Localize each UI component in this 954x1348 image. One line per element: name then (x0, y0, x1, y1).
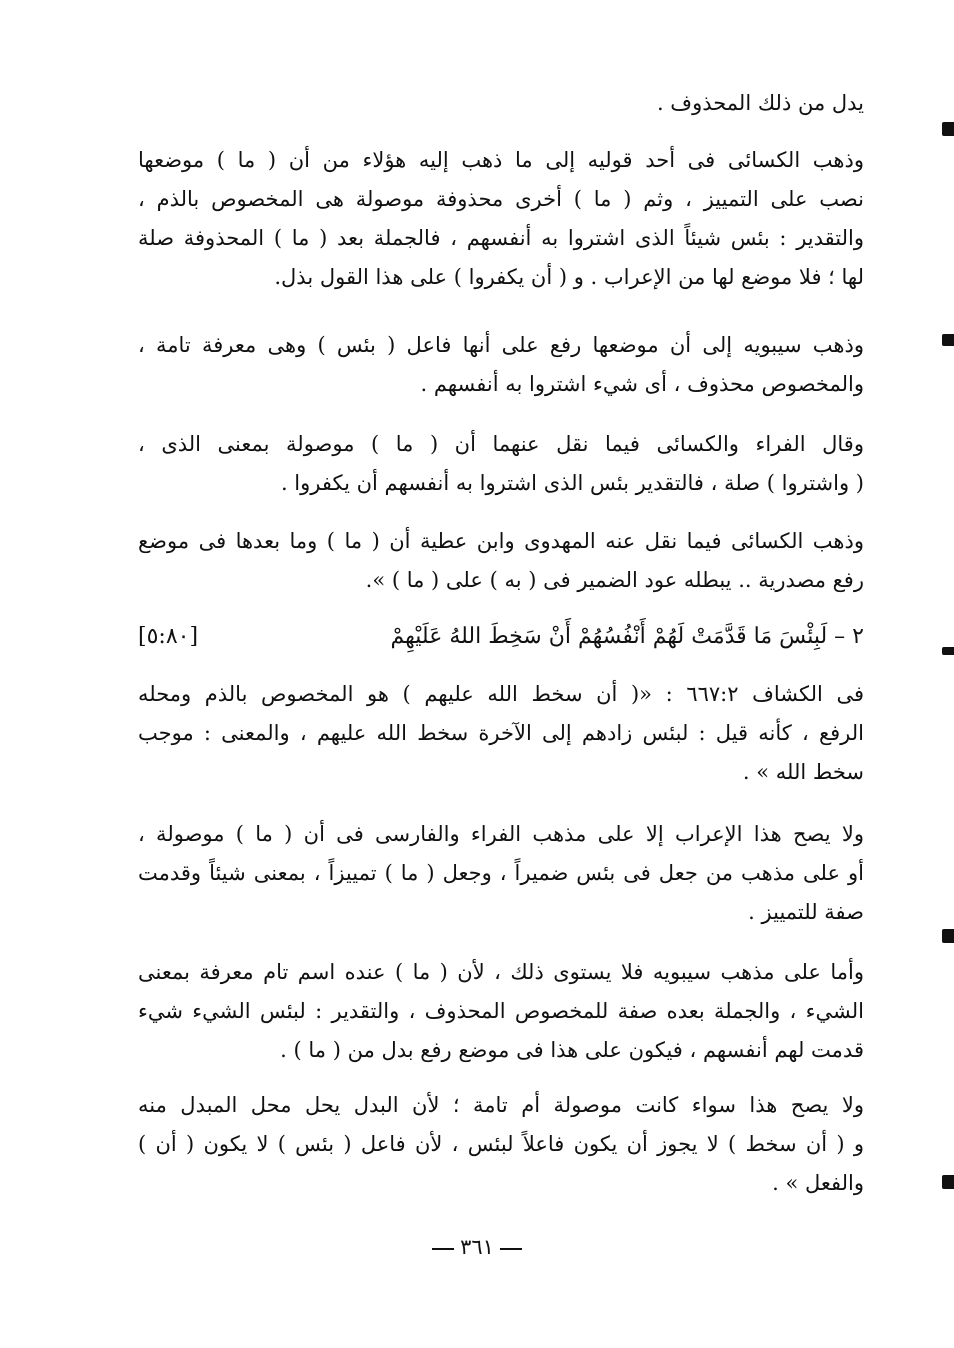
text-line: والتقدير : بئس شيئاً الذى اشتروا به أنفسهم ، فالجملة بعد ( ما ) المحذوفة صلة (138, 226, 864, 250)
text-line: الرفع ، كأنه قيل : لبئس زادهم إلى الآخرة سخط الله عليهم ، والمعنى : موجب (138, 721, 864, 745)
text-line: لها ؛ فلا موضع لها من الإعراب . و ( أن يكفروا ) على هذا القول بذل. (274, 265, 864, 289)
text-line: رفع مصدرية .. يبطله عود الضمير فى ( به ) على ( ما ) ». (365, 568, 864, 592)
text-line: قدمت لهم أنفسهم ، فيكون على هذا فى موضع رفع بدل من ( ما ) . (280, 1038, 864, 1062)
paragraph-badal-objection (138, 1086, 864, 1203)
page-number-dash-left (432, 1248, 454, 1250)
paragraph-sibawayh-detail (138, 953, 864, 1070)
text-line: ( واشتروا ) صلة ، فالتقدير بئس الذى اشتروا به أنفسهم أن يكفروا . (280, 471, 864, 495)
text-line: ولا يصح هذا الإعراب إلا على مذهب الفراء والفارسى فى أن ( ما ) موصولة ، (138, 822, 864, 846)
page-number-dash-right (500, 1248, 522, 1250)
text-line: سخط الله » . (742, 760, 864, 784)
text-line: وذهب الكسائى فيما نقل عنه المهدوى وابن عطية أن ( ما ) وما بعدها فى موضع (138, 529, 864, 553)
text-line: وقال الفراء والكسائى فيما نقل عنهما أن ( ما ) موصولة بمعنى الذى ، (138, 432, 864, 456)
scan-edge-mark (942, 334, 954, 346)
text-line: و ( أن سخط ) لا يجوز أن يكون فاعلاً لبئس ، لأن فاعل ( بئس ) لا يكون ( أن ) (138, 1132, 864, 1156)
verse-heading (138, 617, 864, 657)
scan-edge-mark (942, 929, 954, 943)
text-line: يدل من ذلك المحذوف . (656, 91, 864, 115)
text-line: وذهب سيبويه إلى أن موضعها رفع على أنها فاعل ( بئس ) وهى معرفة تامة ، (138, 333, 864, 357)
paragraph-continuation (138, 84, 864, 123)
text-line: أو على مذهب من جعل فى بئس ضميراً ، وجعل ( ما ) تمييزاً ، بمعنى شيئاً وقدمت (138, 861, 864, 885)
paragraph-mahdawi-opinion (138, 522, 864, 600)
paragraph-kashshaf-quote (138, 675, 864, 792)
verse-text: ٢ – لَبِئْسَ مَا قَدَّمَتْ لَهُمْ أَنْفُسُهُمْ أَنْ سَخِطَ اللهُ عَلَيْهِمْ (390, 624, 864, 649)
paragraph-irab-validity (138, 815, 864, 932)
paragraph-sibawayh-opinion (138, 326, 864, 404)
text-line: ولا يصح هذا سواء كانت موصولة أم تامة ؛ لأن البدل يحل محل المبدل منه (138, 1093, 864, 1117)
paragraph-kisai-opinion (138, 141, 864, 297)
text-line: والفعل » . (772, 1171, 864, 1195)
text-line: والمخصوص محذوف ، أى شيء اشتروا به أنفسهم . (420, 372, 864, 396)
scan-edge-mark (942, 122, 954, 136)
paragraph-farra-opinion (138, 425, 864, 503)
scan-edge-mark (942, 647, 954, 655)
text-line: وذهب الكسائى فى أحد قوليه إلى ما ذهب إليه هؤلاء من أن ( ما ) موضعها (138, 148, 864, 172)
page-number (0, 1232, 954, 1262)
text-line: نصب على التمييز ، وثم ( ما ) أخرى محذوفة موصولة هى المخصوص بالذم ، (138, 187, 864, 211)
text-line: وأما على مذهب سيبويه فلا يستوى ذلك ، لأن ( ما ) عنده اسم تام معرفة بمعنى (138, 960, 864, 984)
text-line: فى الكشاف ٦٦٧:٢ : «( أن سخط الله عليهم ) هو المخصوص بالذم ومحله (138, 682, 864, 706)
scan-edge-mark (942, 1175, 954, 1189)
text-line: صفة للتمييز . (748, 900, 864, 924)
verse-reference: [٥:٨٠] (138, 624, 199, 649)
text-line: الشيء ، والجملة بعده صفة للمخصوص المحذوف ، والتقدير : لبئس الشيء شيء (138, 999, 864, 1023)
page-number-value: ٣٦١ (460, 1235, 494, 1259)
